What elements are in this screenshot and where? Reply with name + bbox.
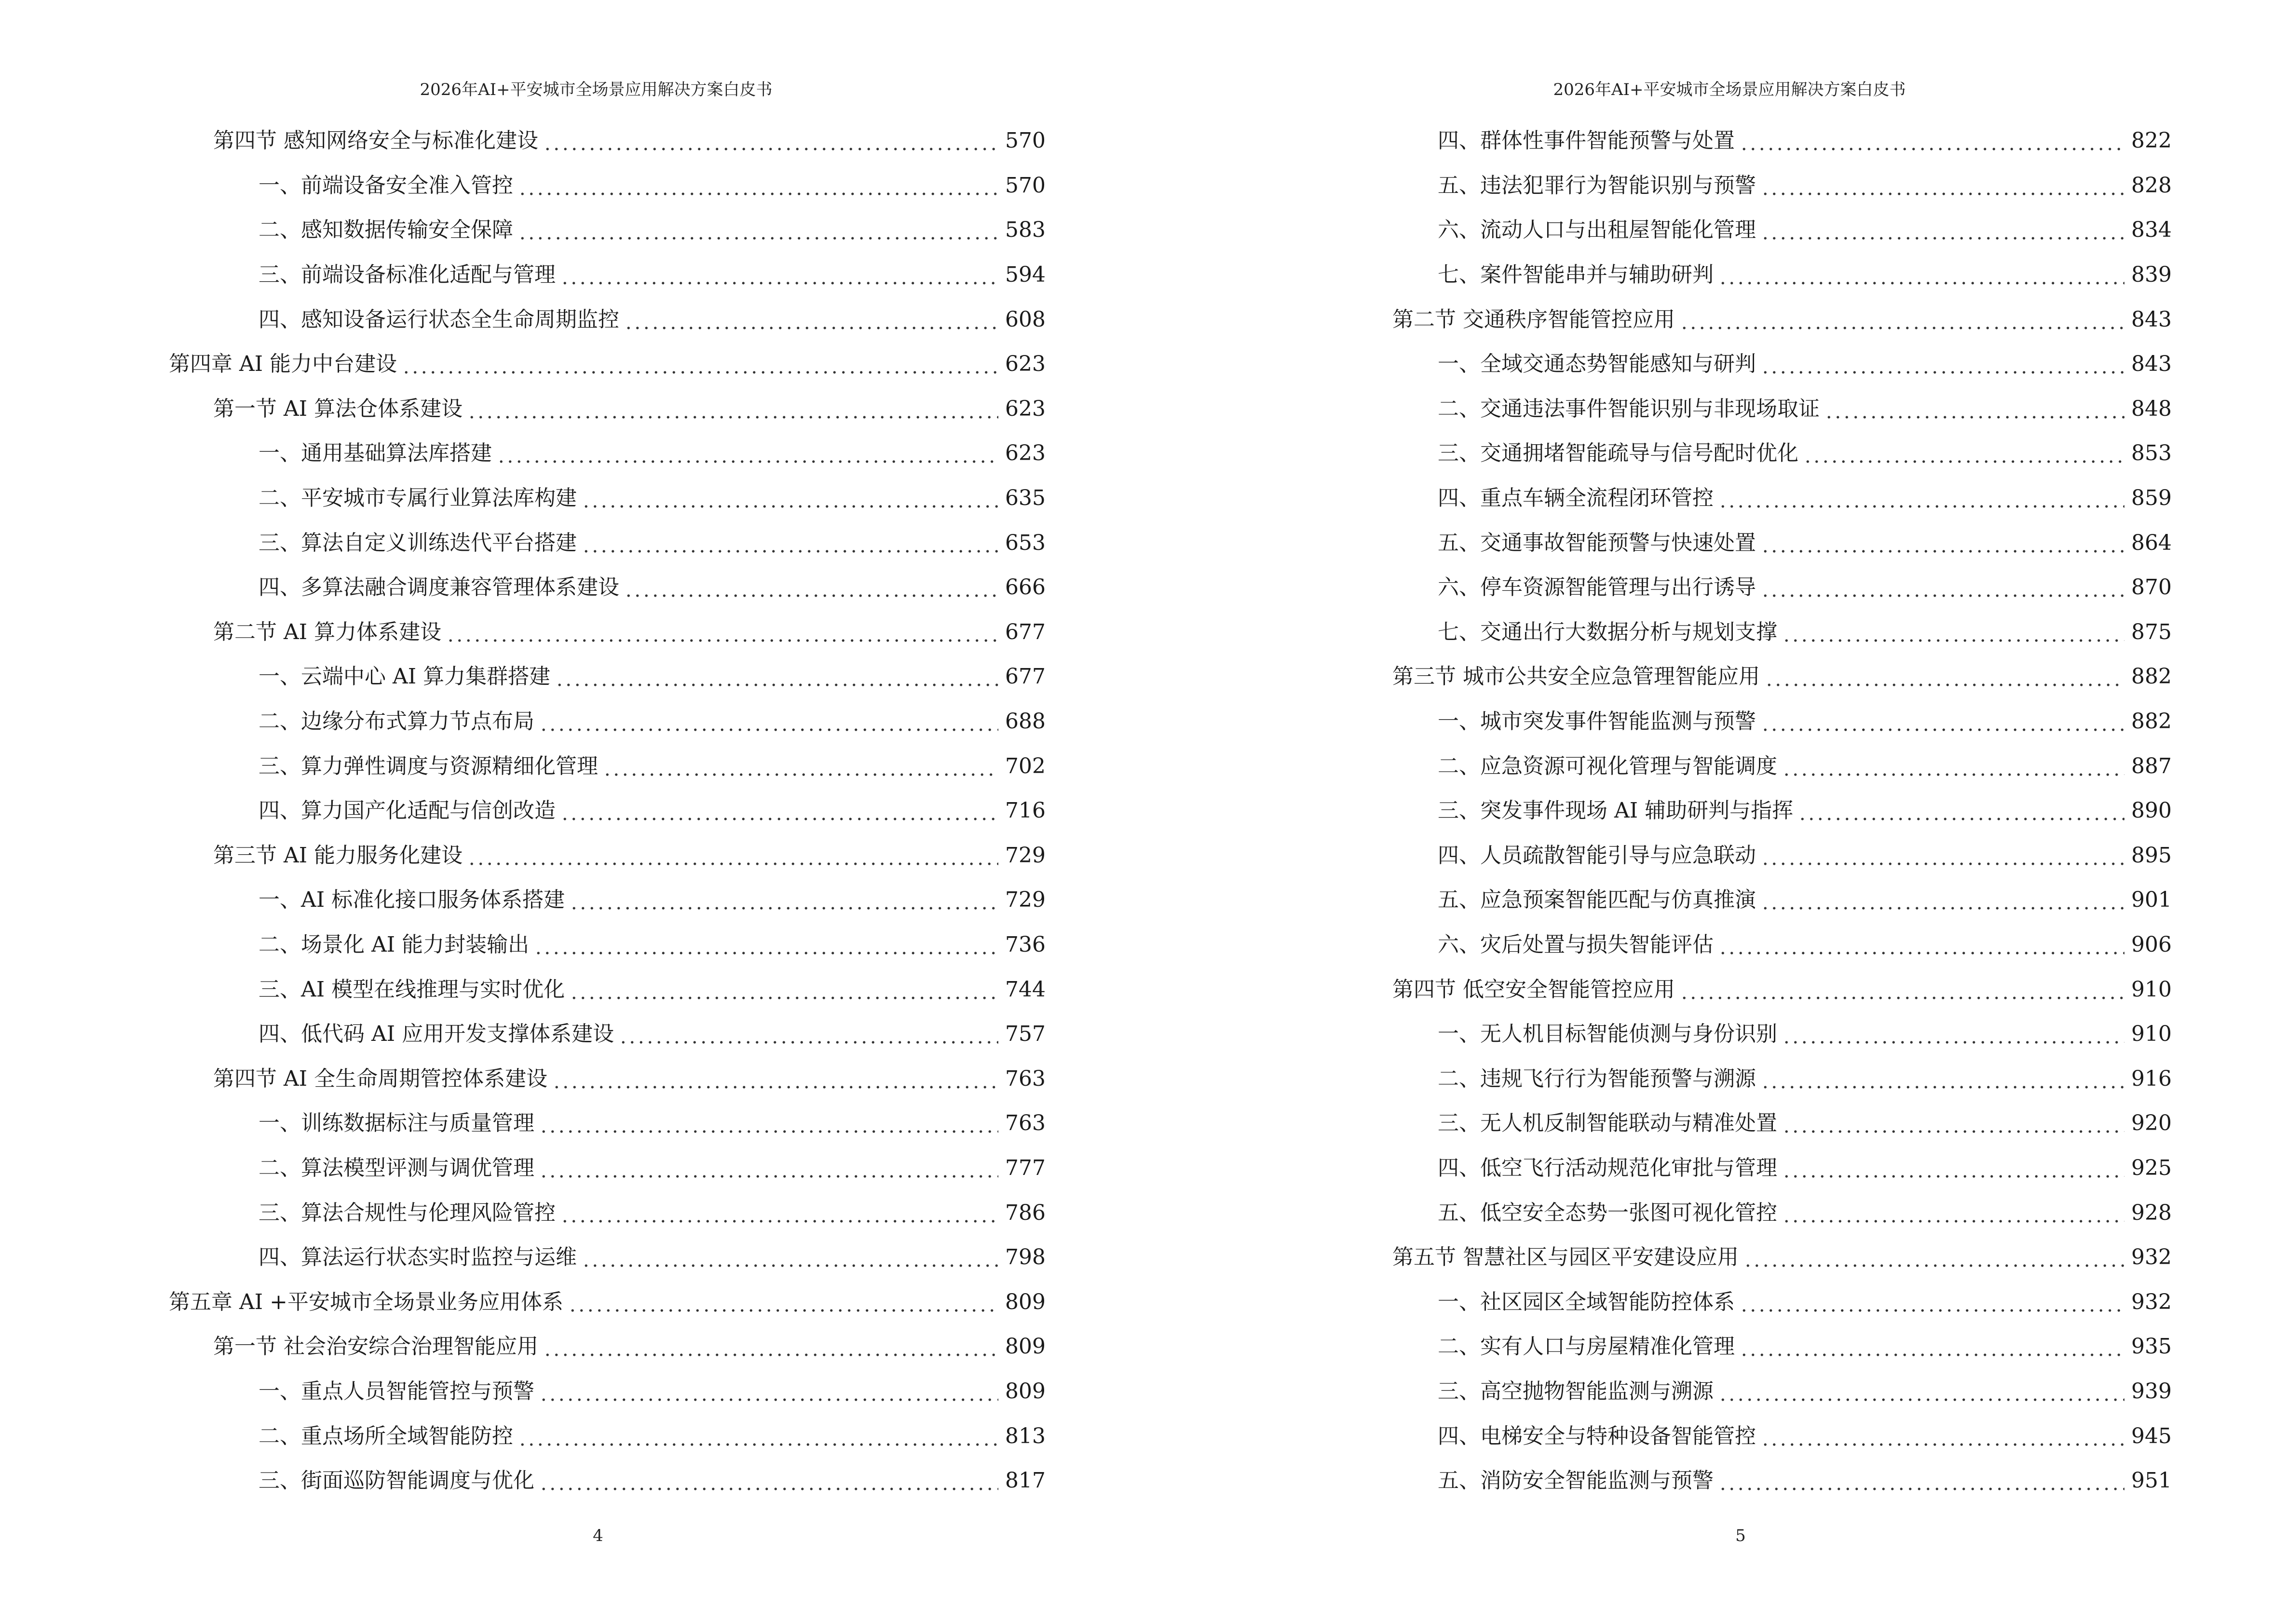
toc-entry-title: 第三节 城市公共安全应急管理智能应用 <box>1392 664 1760 689</box>
toc-entry-page: 895 <box>2131 843 2172 868</box>
toc-entry-page: 910 <box>2131 1022 2172 1047</box>
toc-entry-title: 四、算力国产化适配与信创改造 <box>259 798 556 823</box>
table-of-contents <box>169 119 1046 1503</box>
toc-entry[interactable] <box>169 1280 1046 1324</box>
dot-leader <box>619 1024 998 1045</box>
dot-leader <box>539 1113 998 1134</box>
toc-entry-page: 677 <box>1005 619 1046 644</box>
dot-leader <box>624 309 998 330</box>
dot-leader <box>518 175 998 196</box>
toc-entry-page: 729 <box>1005 843 1046 868</box>
toc-entry[interactable] <box>169 520 1046 565</box>
toc-entry-title: 三、街面巡防智能调度与优化 <box>259 1468 534 1493</box>
dot-leader <box>570 889 998 911</box>
toc-entry[interactable] <box>1348 476 2172 521</box>
dot-leader <box>1782 1202 2124 1224</box>
toc-entry[interactable] <box>169 923 1046 968</box>
dot-leader <box>446 622 998 643</box>
dot-leader <box>539 1158 998 1179</box>
toc-entry[interactable] <box>169 565 1046 610</box>
toc-entry[interactable] <box>169 1101 1046 1146</box>
toc-entry[interactable] <box>1348 1146 2172 1191</box>
dot-leader <box>1740 1336 2124 1357</box>
toc-entry[interactable] <box>169 297 1046 342</box>
dot-leader <box>518 219 998 241</box>
toc-entry-title: 三、算力弹性调度与资源精细化管理 <box>259 753 598 778</box>
page-number: 4 <box>593 1526 603 1545</box>
dot-leader <box>1782 1158 2124 1179</box>
toc-entry[interactable] <box>1348 744 2172 789</box>
toc-entry-page: 677 <box>1005 664 1046 689</box>
dot-leader <box>1761 354 2124 375</box>
dot-leader <box>1761 532 2124 554</box>
dot-leader <box>570 979 998 1000</box>
dot-leader <box>555 666 998 687</box>
toc-entry-title: 四、群体性事件智能预警与处置 <box>1438 128 1735 153</box>
toc-entry-page: 623 <box>1005 441 1046 466</box>
toc-entry-title: 二、边缘分布式算力节点布局 <box>259 709 534 734</box>
toc-entry-page: 813 <box>1005 1423 1046 1448</box>
toc-entry[interactable] <box>169 655 1046 699</box>
toc-entry-page: 916 <box>2131 1066 2172 1091</box>
right-page <box>1144 0 2287 1624</box>
toc-entry[interactable] <box>169 1369 1046 1414</box>
toc-entry-page: 635 <box>1005 486 1046 511</box>
toc-entry-page: 623 <box>1005 396 1046 421</box>
toc-entry[interactable] <box>1348 253 2172 298</box>
toc-entry-title: 七、交通出行大数据分析与规划支撑 <box>1438 619 1777 644</box>
toc-entry-page: 786 <box>1005 1200 1046 1225</box>
dot-leader <box>467 845 998 866</box>
dot-leader <box>1761 577 2124 598</box>
toc-entry[interactable] <box>1348 1324 2172 1369</box>
toc-entry-title: 一、全域交通态势智能感知与研判 <box>1438 352 1756 377</box>
dot-leader <box>582 488 998 509</box>
toc-entry-title: 第四节 感知网络安全与标准化建设 <box>213 128 538 153</box>
toc-entry[interactable] <box>169 342 1046 387</box>
toc-entry-title: 二、应急资源可视化管理与智能调度 <box>1438 753 1777 778</box>
toc-entry-page: 935 <box>2131 1334 2172 1359</box>
dot-leader <box>1803 443 2124 464</box>
toc-entry-page: 583 <box>1005 218 1046 243</box>
toc-entry-page: 870 <box>2131 575 2172 600</box>
toc-entry-title: 四、多算法融合调度兼容管理体系建设 <box>259 575 619 600</box>
toc-entry-title: 四、低空飞行活动规范化审批与管理 <box>1438 1155 1777 1180</box>
toc-entry-title: 二、感知数据传输安全保障 <box>259 218 513 243</box>
toc-entry-title: 一、通用基础算法库搭建 <box>259 441 492 466</box>
toc-entry[interactable] <box>1348 164 2172 208</box>
toc-entry-title: 第一节 社会治安综合治理智能应用 <box>213 1334 538 1359</box>
toc-entry[interactable] <box>1348 387 2172 432</box>
dot-leader <box>1798 800 2124 821</box>
toc-entry-page: 932 <box>2131 1245 2172 1270</box>
toc-entry[interactable] <box>1348 655 2172 699</box>
toc-entry-title: 第二节 交通秩序智能管控应用 <box>1392 307 1675 332</box>
toc-entry-page: 608 <box>1005 307 1046 332</box>
toc-entry[interactable] <box>169 164 1046 208</box>
dot-leader <box>624 577 998 598</box>
toc-entry-page: 887 <box>2131 753 2172 778</box>
toc-entry-title: 二、违规飞行行为智能预警与溯源 <box>1438 1066 1756 1091</box>
toc-entry-title: 三、算法合规性与伦理风险管控 <box>259 1200 556 1225</box>
toc-entry-title: 第二节 AI 算力体系建设 <box>213 619 442 644</box>
toc-entry-title: 三、交通拥堵智能疏导与信号配时优化 <box>1438 441 1798 466</box>
dot-leader <box>1740 1292 2124 1313</box>
toc-entry[interactable] <box>1348 431 2172 476</box>
toc-entry-page: 594 <box>1005 262 1046 287</box>
dot-leader <box>1761 1426 2124 1447</box>
toc-entry-title: 第五节 智慧社区与园区平安建设应用 <box>1392 1245 1739 1270</box>
toc-entry[interactable] <box>1348 967 2172 1012</box>
dot-leader <box>539 1381 998 1402</box>
toc-entry-page: 920 <box>2131 1111 2172 1136</box>
toc-entry[interactable] <box>1348 610 2172 655</box>
toc-entry-title: 第三节 AI 能力服务化建设 <box>213 843 463 868</box>
toc-entry-page: 822 <box>2131 128 2172 153</box>
toc-entry[interactable] <box>169 967 1046 1012</box>
toc-entry-title: 四、算法运行状态实时监控与运维 <box>259 1245 577 1270</box>
toc-entry-title: 四、重点车辆全流程闭环管控 <box>1438 486 1714 511</box>
toc-entry-page: 925 <box>2131 1155 2172 1180</box>
toc-entry[interactable] <box>169 1235 1046 1280</box>
toc-entry[interactable] <box>1348 1101 2172 1146</box>
toc-entry-page: 809 <box>1005 1378 1046 1404</box>
toc-entry-page: 688 <box>1005 709 1046 734</box>
toc-entry[interactable] <box>169 1012 1046 1057</box>
toc-entry-title: 第四节 AI 全生命周期管控体系建设 <box>213 1066 548 1091</box>
toc-entry-title: 一、无人机目标智能侦测与身份识别 <box>1438 1022 1777 1047</box>
dot-leader <box>1718 1381 2124 1402</box>
toc-entry[interactable] <box>1348 119 2172 164</box>
toc-entry-page: 757 <box>1005 1022 1046 1047</box>
toc-entry-page: 729 <box>1005 887 1046 913</box>
toc-entry-page: 763 <box>1005 1111 1046 1136</box>
toc-entry-title: 第一节 AI 算法仓体系建设 <box>213 396 463 421</box>
toc-entry-title: 第五章 AI +平安城市全场景业务应用体系 <box>169 1289 563 1314</box>
toc-entry[interactable] <box>169 1146 1046 1191</box>
dot-leader <box>1761 1068 2124 1090</box>
toc-entry[interactable] <box>169 1324 1046 1369</box>
toc-entry-page: 882 <box>2131 664 2172 689</box>
toc-entry-page: 848 <box>2131 396 2172 421</box>
toc-entry-title: 一、城市突发事件智能监测与预警 <box>1438 709 1756 734</box>
dot-leader <box>1761 219 2124 241</box>
toc-entry[interactable] <box>169 1414 1046 1459</box>
toc-entry[interactable] <box>1348 699 2172 744</box>
toc-entry[interactable] <box>1348 208 2172 253</box>
dot-leader <box>1761 175 2124 196</box>
toc-entry[interactable] <box>1348 1190 2172 1235</box>
dot-leader <box>560 264 998 286</box>
toc-entry-page: 736 <box>1005 932 1046 957</box>
toc-entry-title: 一、云端中心 AI 算力集群搭建 <box>259 664 551 689</box>
toc-entry-page: 716 <box>1005 798 1046 823</box>
toc-entry-page: 864 <box>2131 530 2172 555</box>
toc-entry[interactable] <box>169 476 1046 521</box>
toc-entry-page: 939 <box>2131 1378 2172 1404</box>
dot-leader <box>1761 845 2124 866</box>
toc-entry-title: 二、重点场所全域智能防控 <box>259 1423 513 1448</box>
toc-entry-title: 一、前端设备安全准入管控 <box>259 173 513 198</box>
toc-entry-title: 二、实有人口与房屋精准化管理 <box>1438 1334 1735 1359</box>
toc-entry-title: 三、AI 模型在线推理与实时优化 <box>259 977 565 1002</box>
toc-entry-title: 第四章 AI 能力中台建设 <box>169 352 397 377</box>
toc-entry[interactable] <box>1348 1414 2172 1459</box>
dot-leader <box>467 398 998 420</box>
toc-entry-title: 一、社区园区全域智能防控体系 <box>1438 1289 1735 1314</box>
toc-entry-page: 853 <box>2131 441 2172 466</box>
toc-entry-page: 702 <box>1005 753 1046 778</box>
toc-entry[interactable] <box>169 744 1046 789</box>
toc-entry[interactable] <box>169 387 1046 432</box>
toc-entry[interactable] <box>1348 878 2172 923</box>
page-number: 5 <box>1735 1526 1746 1545</box>
toc-entry[interactable] <box>169 610 1046 655</box>
toc-entry-title: 五、低空安全态势一张图可视化管控 <box>1438 1200 1777 1225</box>
toc-entry-page: 817 <box>1005 1468 1046 1493</box>
dot-leader <box>539 711 998 732</box>
toc-entry-page: 910 <box>2131 977 2172 1002</box>
toc-entry-title: 四、低代码 AI 应用开发支撑体系建设 <box>259 1022 614 1047</box>
dot-leader <box>1718 264 2124 286</box>
toc-entry[interactable] <box>169 1056 1046 1101</box>
toc-entry-page: 945 <box>2131 1423 2172 1448</box>
toc-entry-page: 763 <box>1005 1066 1046 1091</box>
toc-entry-title: 五、交通事故智能预警与快速处置 <box>1438 530 1756 555</box>
toc-entry-title: 三、高空抛物智能监测与溯源 <box>1438 1378 1714 1404</box>
dot-leader <box>497 443 998 464</box>
toc-entry-page: 623 <box>1005 352 1046 377</box>
toc-entry[interactable] <box>1348 297 2172 342</box>
toc-entry-title: 七、案件智能串并与辅助研判 <box>1438 262 1714 287</box>
toc-entry[interactable] <box>169 789 1046 833</box>
toc-entry[interactable] <box>169 878 1046 923</box>
toc-entry-page: 798 <box>1005 1245 1046 1270</box>
toc-entry-title: 三、前端设备标准化适配与管理 <box>259 262 556 287</box>
toc-entry-page: 777 <box>1005 1155 1046 1180</box>
toc-entry-page: 744 <box>1005 977 1046 1002</box>
toc-entry-title: 六、停车资源智能管理与出行诱导 <box>1438 575 1756 600</box>
toc-entry[interactable] <box>1348 923 2172 968</box>
toc-entry-page: 666 <box>1005 575 1046 600</box>
dot-leader <box>543 1336 998 1357</box>
dot-leader <box>1718 488 2124 509</box>
toc-entry-title: 五、违法犯罪行为智能识别与预警 <box>1438 173 1756 198</box>
toc-entry-title: 五、消防安全智能监测与预警 <box>1438 1468 1714 1493</box>
toc-entry[interactable] <box>1348 565 2172 610</box>
dot-leader <box>1782 622 2124 643</box>
toc-entry-title: 四、人员疏散智能引导与应急联动 <box>1438 843 1756 868</box>
toc-entry-page: 839 <box>2131 262 2172 287</box>
toc-entry[interactable] <box>1348 1459 2172 1503</box>
toc-entry-page: 882 <box>2131 709 2172 734</box>
toc-entry[interactable] <box>1348 789 2172 833</box>
dot-leader <box>1765 666 2124 687</box>
dot-leader <box>1718 934 2124 955</box>
toc-entry[interactable] <box>169 699 1046 744</box>
toc-entry-title: 第四节 低空安全智能管控应用 <box>1392 977 1675 1002</box>
toc-entry-page: 906 <box>2131 932 2172 957</box>
dot-leader <box>1743 1247 2124 1268</box>
toc-entry-title: 三、无人机反制智能联动与精准处置 <box>1438 1111 1777 1136</box>
toc-entry-page: 859 <box>2131 486 2172 511</box>
page-header: 2026年AI+平安城市全场景应用解决方案白皮书 <box>1553 80 1906 99</box>
toc-entry[interactable] <box>169 431 1046 476</box>
toc-entry-title: 二、交通违法事件智能识别与非现场取证 <box>1438 396 1820 421</box>
dot-leader <box>1782 756 2124 777</box>
toc-entry[interactable] <box>1348 342 2172 387</box>
toc-entry[interactable] <box>1348 1369 2172 1414</box>
dot-leader <box>539 1470 998 1491</box>
toc-entry[interactable] <box>169 1190 1046 1235</box>
toc-entry-title: 三、算法自定义训练迭代平台搭建 <box>259 530 577 555</box>
toc-entry[interactable] <box>169 253 1046 298</box>
toc-entry-page: 901 <box>2131 887 2172 913</box>
dot-leader <box>1782 1113 2124 1134</box>
toc-entry-page: 951 <box>2131 1468 2172 1493</box>
toc-entry[interactable] <box>1348 1056 2172 1101</box>
dot-leader <box>1782 1024 2124 1045</box>
toc-entry[interactable] <box>1348 833 2172 878</box>
toc-entry-page: 570 <box>1005 173 1046 198</box>
page-header: 2026年AI+平安城市全场景应用解决方案白皮书 <box>420 80 773 99</box>
toc-entry-page: 843 <box>2131 307 2172 332</box>
toc-entry-title: 二、场景化 AI 能力封装输出 <box>259 932 530 957</box>
dot-leader <box>534 934 998 955</box>
dot-leader <box>402 354 998 375</box>
toc-entry-title: 四、电梯安全与特种设备智能管控 <box>1438 1423 1756 1448</box>
dot-leader <box>582 1247 998 1268</box>
toc-entry-title: 三、突发事件现场 AI 辅助研判与指挥 <box>1438 798 1794 823</box>
dot-leader <box>518 1426 998 1447</box>
toc-entry-title: 六、流动人口与出租屋智能化管理 <box>1438 218 1756 243</box>
toc-entry-title: 二、平安城市专属行业算法库构建 <box>259 486 577 511</box>
dot-leader <box>568 1292 998 1313</box>
toc-entry-page: 843 <box>2131 352 2172 377</box>
dot-leader <box>552 1068 998 1090</box>
dot-leader <box>1680 979 2124 1000</box>
toc-entry-title: 一、训练数据标注与质量管理 <box>259 1111 534 1136</box>
toc-entry-page: 928 <box>2131 1200 2172 1225</box>
dot-leader <box>560 1202 998 1224</box>
toc-entry-page: 875 <box>2131 619 2172 644</box>
dot-leader <box>582 532 998 554</box>
toc-entry-page: 653 <box>1005 530 1046 555</box>
toc-entry-title: 二、算法模型评测与调优管理 <box>259 1155 534 1180</box>
dot-leader <box>603 756 998 777</box>
toc-entry-title: 六、灾后处置与损失智能评估 <box>1438 932 1714 957</box>
toc-entry[interactable] <box>169 833 1046 878</box>
toc-entry-page: 809 <box>1005 1334 1046 1359</box>
toc-entry-page: 809 <box>1005 1289 1046 1314</box>
toc-entry-title: 五、应急预案智能匹配与仿真推演 <box>1438 887 1756 913</box>
dot-leader <box>1740 130 2124 151</box>
dot-leader <box>543 130 998 151</box>
toc-entry[interactable] <box>1348 520 2172 565</box>
toc-entry-page: 828 <box>2131 173 2172 198</box>
toc-entry-page: 834 <box>2131 218 2172 243</box>
dot-leader <box>1824 398 2124 420</box>
toc-entry-title: 一、重点人员智能管控与预警 <box>259 1378 534 1404</box>
toc-entry[interactable] <box>1348 1012 2172 1057</box>
table-of-contents <box>1348 119 2172 1503</box>
toc-entry-title: 四、感知设备运行状态全生命周期监控 <box>259 307 619 332</box>
toc-entry[interactable] <box>169 1459 1046 1503</box>
dot-leader <box>1680 309 2124 330</box>
toc-entry-title: 一、AI 标准化接口服务体系搭建 <box>259 887 565 913</box>
toc-entry[interactable] <box>169 119 1046 164</box>
toc-entry[interactable] <box>1348 1235 2172 1280</box>
dot-leader <box>560 800 998 821</box>
toc-entry[interactable] <box>1348 1280 2172 1324</box>
dot-leader <box>1761 889 2124 911</box>
dot-leader <box>1718 1470 2124 1491</box>
toc-entry-page: 890 <box>2131 798 2172 823</box>
dot-leader <box>1761 711 2124 732</box>
toc-entry[interactable] <box>169 208 1046 253</box>
toc-entry-page: 570 <box>1005 128 1046 153</box>
toc-entry-page: 932 <box>2131 1289 2172 1314</box>
